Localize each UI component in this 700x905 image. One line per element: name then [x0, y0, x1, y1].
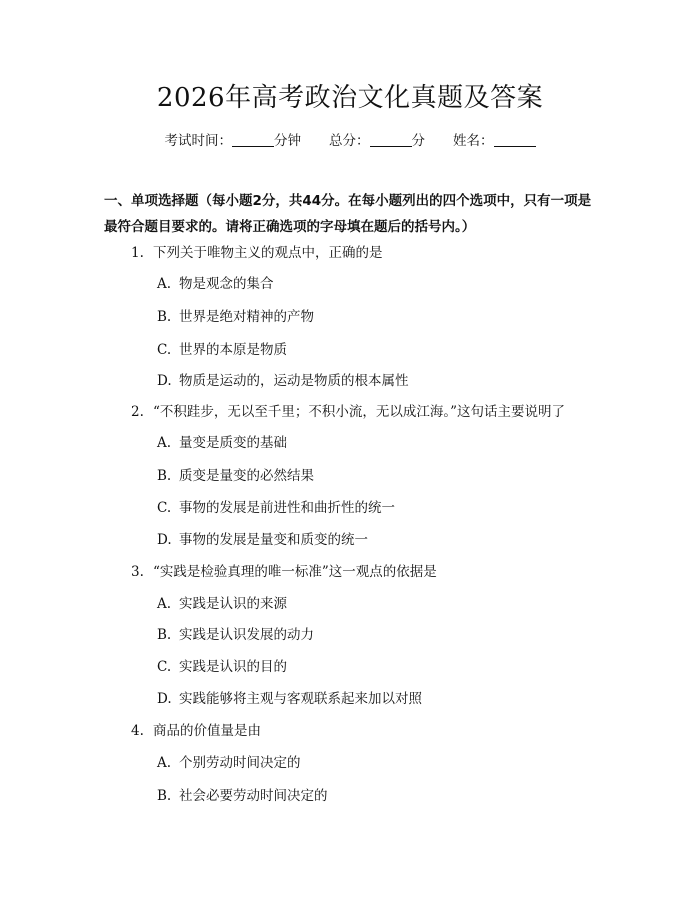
score-label: 总分：: [329, 133, 370, 149]
option-text: 物质是运动的，运动是物质的根本属性: [179, 373, 409, 389]
time-label: 考试时间：: [164, 133, 232, 149]
question-3-option-b: [157, 625, 314, 645]
question-2-option-a: [157, 433, 287, 453]
option-letter: C.: [157, 500, 172, 516]
question-number: 4.: [131, 723, 144, 739]
question-3-option-c: [157, 657, 287, 677]
option-letter: B.: [157, 627, 172, 643]
option-text: 事物的发展是量变和质变的统一: [179, 532, 368, 548]
option-letter: A.: [157, 276, 172, 292]
question-1-option-b: [157, 307, 314, 327]
option-letter: A.: [157, 755, 172, 771]
question-number: 1.: [131, 245, 144, 261]
option-text: 世界的本原是物质: [179, 342, 287, 358]
name-label: 姓名：: [453, 133, 494, 149]
option-text: 实践能够将主观与客观联系起来加以对照: [179, 691, 422, 707]
question-4: [131, 721, 261, 741]
option-letter: D.: [157, 532, 172, 548]
page-title: 2026年高考政治文化真题及答案: [156, 83, 544, 113]
question-1-option-d: [157, 371, 409, 391]
question-2-option-d: [157, 530, 368, 550]
time-unit: 分钟: [274, 133, 301, 149]
question-4-option-b: [157, 786, 328, 806]
option-text: 实践是认识的目的: [179, 659, 287, 675]
question-3-option-d: [157, 689, 422, 709]
option-text: 世界是绝对精神的产物: [179, 309, 314, 325]
score-unit: 分: [411, 133, 425, 149]
option-text: 实践是认识的来源: [179, 596, 287, 612]
question-number: 2.: [131, 404, 144, 420]
question-1-option-c: [157, 340, 287, 360]
question-2-option-b: [157, 466, 314, 486]
question-text: “实践是检验真理的唯一标准”这一观点的依据是: [153, 564, 437, 580]
option-text: 物是观念的集合: [179, 276, 274, 292]
option-letter: A.: [157, 596, 172, 612]
option-text: 事物的发展是前进性和曲折性的统一: [179, 500, 395, 516]
question-text: 下列关于唯物主义的观点中，正确的是: [153, 245, 383, 261]
time-blank: [232, 132, 274, 147]
option-letter: B.: [157, 788, 172, 804]
option-text: 质变是量变的必然结果: [179, 468, 314, 484]
section-heading: 一、单项选择题（每小题2分，共44分。在每小题列出的四个选项中，只有一项是最符合题目要求的。请将正确选项的字母填在题后的括号内。）: [104, 193, 592, 235]
question-3: [131, 562, 437, 582]
option-letter: B.: [157, 468, 172, 484]
score-blank: [370, 132, 412, 147]
question-3-option-a: [157, 594, 287, 614]
option-text: 量变是质变的基础: [179, 435, 287, 451]
question-text: “不积跬步，无以至千里；不积小流，无以成江海。”这句话主要说明了: [153, 404, 566, 420]
option-letter: A.: [157, 435, 172, 451]
question-text: 商品的价值量是由: [153, 723, 261, 739]
question-2: [131, 402, 565, 422]
option-letter: D.: [157, 373, 172, 389]
option-letter: B.: [157, 309, 172, 325]
exam-meta-line: [0, 131, 700, 151]
name-blank: [494, 132, 536, 147]
option-letter: C.: [157, 342, 172, 358]
option-letter: D.: [157, 691, 172, 707]
question-number: 3.: [131, 564, 144, 580]
option-text: 个别劳动时间决定的: [179, 755, 301, 771]
option-text: 实践是认识发展的动力: [179, 627, 314, 643]
option-text: 社会必要劳动时间决定的: [179, 788, 328, 804]
question-4-option-a: [157, 753, 301, 773]
question-1-option-a: [157, 274, 274, 294]
option-letter: C.: [157, 659, 172, 675]
question-1: [131, 243, 383, 263]
question-2-option-c: [157, 498, 395, 518]
